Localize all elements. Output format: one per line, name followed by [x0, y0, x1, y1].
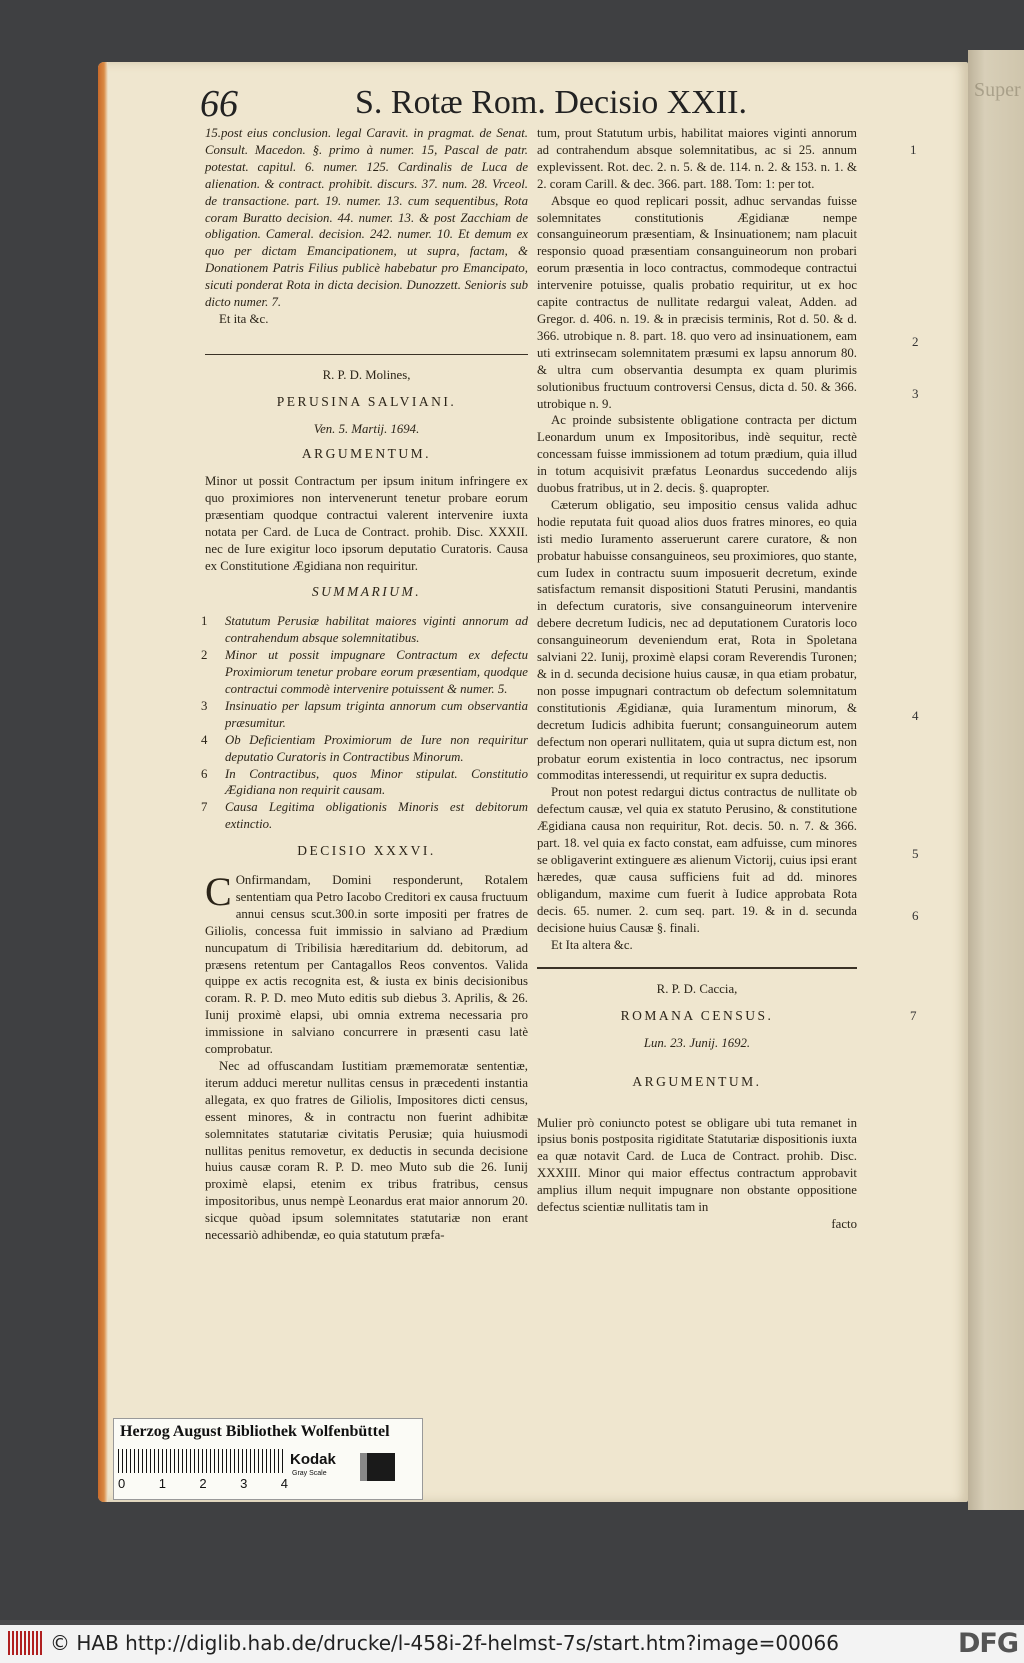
ruler-numbers: 0 1 2 3 4 — [118, 1476, 288, 1491]
scale-ruler — [118, 1449, 283, 1473]
left-case-title: PERUSINA SALVIANI. — [276, 394, 457, 410]
kodak-gray-scale: Gray Scale — [292, 1470, 327, 1477]
margin-number: 6 — [912, 908, 919, 923]
margin-number: 3 — [912, 386, 919, 401]
summary-item: 2 Minor ut possit impugnare Contractum ex defectu Proximiorum tenetur probare eorum præsentiam, quodque contractui commodè intervenire potuissent & numer. 5. — [201, 648, 528, 696]
decisio-heading: DECISIO XXXVI. — [297, 843, 436, 859]
margin-number: 7 — [910, 1008, 917, 1023]
catchword: facto — [831, 1216, 857, 1231]
margin-number: 5 — [912, 846, 919, 861]
kodak-logo: Kodak — [290, 1451, 336, 1468]
next-page-ghost-text: Super — [974, 79, 1021, 101]
left-closing: Et ita &c. — [219, 311, 269, 326]
summary-item: 3 Insinuatio per lapsum triginta annorum cum observantia præsumitur. — [201, 698, 528, 730]
right-argument-text: Mulier prò coniuncto potest se obligare ubi tuta remanet in ipsius bonis postposita rigiditate Statutariæ dispositionis iuxta ea quæ notavit Card. de Luca de Contract. prohib. Disc. XXXIII. Minor qui maior effectus contractum approbavit amplius illum nequit impugnare non obstante oppositione defectus scientiæ nullitatis tam in — [537, 1115, 857, 1215]
right-argument-heading: ARGUMENTUM. — [632, 1073, 762, 1089]
right-column — [537, 125, 857, 1233]
library-label-card — [113, 1418, 423, 1500]
right-paragraph-5: Prout non potest redargui dictus contractus de nullitate ob defectum causæ, vel quia ex statuto Perusino, & constitutione Ægidiana causa non requiritur, Rot. decis. 50. n. 7. & 366. part. 18. vel quia ex facto constat, eam adfuisse, cum minores se obligaverint extinguere æs alienum Victorij, cuius ipsi erant hæredes, quæ causa sufficiens fuit ad dd. minores obligandum, maxime cum fuerit à Iudice approbata Rota decis. 65. numer. 2. cum seq. part. 19. & in d. secunda decisione huius Causæ §. finali. — [537, 785, 857, 935]
page-number: 66 — [200, 83, 238, 125]
black-swatch — [367, 1453, 395, 1481]
left-column — [201, 125, 528, 1244]
right-date: Lun. 23. Junij. 1692. — [643, 1035, 751, 1050]
left-auditor: R. P. D. Molines, — [322, 368, 411, 383]
left-date: Ven. 5. Martij. 1694. — [313, 422, 420, 437]
summary-item: 6 In Contractibus, quos Minor stipulat. Constitutio Ægidiana non requirit causam. — [201, 766, 528, 798]
barcode-icon — [8, 1631, 42, 1655]
summary-item: 1 Statutum Perusiæ habilitat maiores viginti annorum ad contrahendum absque solemnitatibus. — [201, 614, 528, 646]
summary-heading: SUMMARIUM. — [311, 584, 422, 600]
running-title: S. Rotæ Rom. Decisio XXII. — [355, 84, 747, 121]
right-case-title: ROMANA CENSUS. — [620, 1007, 774, 1023]
right-closing: Et Ita altera &c. — [551, 937, 633, 952]
right-paragraph-2: Absque eo quod replicari possit, adhuc servandas fuisse solemnitates constitutionis Ægidianæ nempe consanguineorum præsentiam, & Insinuationem; nam placuit responsio quoad præsentiam consanguineorum non probari eorum præsentia in loco contractus, commodeque contractui intervenire potuisse, qualis probatio requiritur, ut ex hoc capite contractus de nullitate redargui valeat, Adden. ad Gregor. d. 406. n. 19. & in præcisis terminis, Rot d. 50. & d. 366. utrobique n. 8. part. 18. quo vero ad insinuationem, eam uti extrinsecam solemnitatem præsumi ex lapsu annorum 80. & ultra cum observantia desumpta ex quam plurimis solutionibus fructuum controversi Census, dicta d. 50. & 366. utrobique n. 9. — [537, 193, 857, 411]
library-name: Herzog August Bibliothek Wolfenbüttel — [120, 1423, 390, 1440]
margin-number: 2 — [912, 334, 919, 349]
decisio-paragraph-1: C Onfirmandam, Domini responderunt, Rotalem sententiam qua Petro Iacobo Creditori ex causa fructuum annui census scut.300.in sorte impositi per fratres de Giliolis, concessa fuit immissio in salviano ad Prædium nuncupatum di Tribilisia hæreditarium dd. debitorum, ad præsens retentum per Cantagallos Reos conventos. Valida quippe ex actis recognita est, & iusta ex binis decisionibus coram. R. P. D. meo Muto editis sub diebus 3. Aprilis, & 26. Iunij proximè elapsi, ubi omnia extrema necessaria pro immissione in salviano concurrere in præsenti casu latè comprobatur. — [205, 869, 528, 1057]
page-edge-shadow — [98, 62, 108, 1502]
next-page-edge — [968, 50, 1024, 1510]
margin-number: 1 — [910, 142, 917, 157]
left-argument-text: Minor ut possit Contractum per ipsum initum infringere ex quo proximiores non intervenerunt tenetur probare eorum præsentiam quodque contractui valerent intervenire iuxta notata per Card. de Luca de Contract. prohib. Disc. XXXII. nec de Iure exigitur loco ipsorum deputatio Curatoris. Causa ex Constitutione Ægidiana non requiritur. — [205, 474, 528, 573]
right-paragraph-1: tum, prout Statutum urbis, habilitat maiores viginti annorum ad contrahendum absque solemnitatibus, ac si 25. annum explevissent. Rot. dec. 2. n. 5. & de. 114. n. 2. & 153. n. 1. & 2. coram Carill. & dec. 366. part. 188. Tom: 1: per tot. — [537, 126, 857, 191]
gray-swatch — [360, 1453, 367, 1481]
summary-list — [201, 613, 528, 833]
summary-item: 7 Causa Legitima obligationis Minoris est debitorum extinctio. — [201, 800, 528, 832]
footer-url[interactable]: © HAB http://diglib.hab.de/drucke/l-458i-2f-helmst-7s/start.htm?image=00066 — [50, 1631, 839, 1655]
right-paragraph-3: Ac proinde subsistente obligatione contracta per dictum Leonardum unum ex Impositoribus, indè sequitur, rectè concessam fuisse immissionem ad totum prædium, quia illud in totum acquisivit præfatus Leonardus succedendo alijs duobus fratribus, ut in 2. decis. §. quapropter. — [537, 413, 857, 496]
right-paragraph-4: Cæterum obligatio, seu impositio census valida adhuc hodie reputata fuit quoad alios duos fratres minores, eo quia isti medio Iuramento asseruerunt carere curatore, & non probatur habuisse consanguineos, seu proximiores, quo stante, cum Iudex in contractu suum imposuerit decretum, exinde satisfactum remansit dispositioni Statuti Perusini, mandantis in defectum curatoris, sive consanguineorum intervenire debere decretum Iudicis, nec ad deputationem Curatoris loco consanguineorum deveniendum erat, Rota in Spoletana salviani 22. Iunij, proximè elapsi coram Reverendis Turonen; & in d. secunda decisione huius causæ, in qua etiam probatur, non posse impugnari contractum ob defectum solemnitatum constitutionis Ægidianæ, quia Iuramentum minorum, & decretum Iudicis adhibita fuerunt; consanguineorum autem defectum non operari nullitatem, quia ut supra dictum est, non probatur eorum existentia in loco contractus, nec ipsorum commoditas interessendi, ut requiritur ex supra deductis. — [537, 497, 857, 783]
right-auditor: R. P. D. Caccia, — [656, 981, 738, 996]
dfg-logo: DFG — [957, 1628, 1018, 1659]
left-opening-paragraph: 15.post eius conclusion. legal Caravit. in pragmat. de Senat. Consult. Macedon. §. primo à numer. 15, Pascal de patr. potestat. capitul. 6. numer. 125. Cardinalis de Luca de alienation. & contract. prohibit. discurs. 37. num. 28. Vrceol. de transactione. part. 19. numer. 13. cum sequentibus, Rota coram Buratto decision. 44. numer. 13. & post Zacchiam de obligation. Cameral. decision. 242. numer. 10. Et demum ex quo per dictam Emancipationem, ut supra, factam, & Donationem Patris Filius publicè habebatur pro Emancipato, sicuti ponderat Rota in dicta decision. Dunozzett. Senioris sub dicto numer. 7. — [205, 126, 528, 310]
left-argument-heading: ARGUMENTUM. — [301, 446, 432, 462]
summary-item: 4 Ob Deficientiam Proximiorum de Iure non requiritur deputatio Curatoris in Contractibus Minorum. — [201, 732, 528, 764]
margin-number: 4 — [912, 708, 919, 723]
decisio-paragraph-2: Nec ad offuscandam Iustitiam præmemoratæ sententiæ, iterum adduci meretur nullitas census in præcedenti instantia allegata, ex quo fratres de Giliolis, Impositores dicti census, essent minores, & in contractu non fuerint adhibitæ solemnitates statutariæ civitatis Perusiæ; quia huiusmodi nullitas penitus removetur, ex deductis in secunda decisione huius causæ coram R. P. D. meo Muto sub die 26. Iunij proximè elapsi, etenim ex tribus fratribus, census impositoribus, unus nempè Leonardus erat maior annorum 20. sicque quòad ipsum solemnitates statutariæ non erant necessariò adhibendæ, eo quia statutum præfa- — [205, 1059, 528, 1243]
footer-bar — [0, 1625, 1024, 1663]
decisio-dropcap: C — [205, 869, 232, 915]
